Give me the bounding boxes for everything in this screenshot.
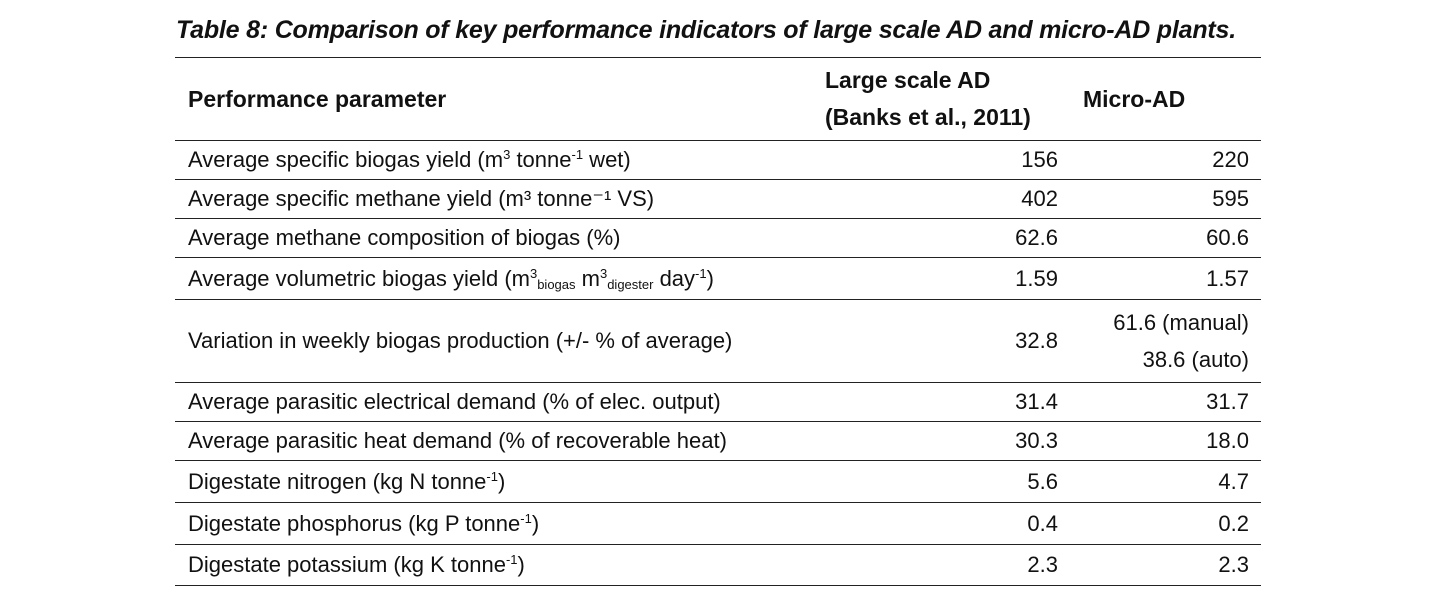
large-scale-value: 31.4 [1015, 389, 1058, 414]
micro-ad-value: 0.2 [1218, 510, 1249, 536]
parameter-cell: Average specific methane yield (m³ tonne⁻¹ VS) [188, 186, 655, 211]
micro-ad-value: 18.0 [1206, 428, 1249, 453]
table-row [175, 544, 1261, 586]
kpi-table [175, 57, 1261, 586]
table-row [175, 460, 1261, 502]
header-large-line1: Large scale AD [825, 67, 991, 93]
large-scale-value: 156 [1021, 147, 1058, 172]
micro-ad-auto: 38.6 (auto) [1142, 347, 1249, 372]
table-row [175, 421, 1261, 460]
header-parameter: Performance parameter [188, 85, 447, 112]
micro-ad-value: 4.7 [1218, 468, 1249, 494]
parameter-cell: Digestate potassium (kg K tonne$^{-1}$) [188, 552, 525, 577]
parameter-cell: Average parasitic electrical demand (% of elec. output) [188, 389, 721, 414]
parameter-cell: Average methane composition of biogas (%) [188, 225, 621, 250]
table-row [175, 218, 1261, 257]
parameter-cell: Digestate phosphorus (kg P tonne$^{-1}$) [188, 510, 540, 536]
parameter-cell: Average specific biogas yield ($m^3$ tonne$^{-1}$ wet) [188, 147, 631, 172]
table-row [175, 382, 1261, 421]
table-row [175, 502, 1261, 544]
large-scale-value: 402 [1021, 186, 1058, 211]
large-scale-value: 62.6 [1015, 225, 1058, 250]
micro-ad-value: 31.7 [1206, 389, 1249, 414]
header-large-line2: (Banks et al., 2011) [825, 104, 1031, 130]
parameter-cell: Digestate nitrogen (kg N tonne$^{-1}$) [188, 468, 506, 494]
header-micro-ad: Micro-AD [1083, 85, 1186, 112]
large-scale-value: 5.6 [1027, 468, 1058, 494]
parameter-cell: Variation in weekly biogas production (+/- % of average) [188, 328, 733, 353]
micro-ad-value: 1.57 [1206, 265, 1249, 291]
parameter-cell: Average parasitic heat demand (% of recoverable heat) [188, 428, 727, 453]
large-scale-value: 0.4 [1027, 510, 1058, 536]
header-large-scale-ad [811, 62, 1058, 136]
large-scale-value: 1.59 [1015, 265, 1058, 291]
micro-ad-value: 220 [1212, 147, 1249, 172]
micro-ad-value: 2.3 [1218, 552, 1249, 577]
table-row [175, 140, 1261, 179]
micro-ad-value [1058, 304, 1261, 378]
micro-ad-value: 595 [1212, 186, 1249, 211]
parameter-cell: Average volumetric biogas yield ($m^3_{biogas}$ $m^3_{digester}$ day$^{-1}$) [188, 265, 714, 292]
table-header-row [175, 57, 1261, 140]
table-row [175, 257, 1261, 299]
micro-ad-value: 60.6 [1206, 225, 1249, 250]
micro-ad-manual: 61.6 (manual) [1113, 310, 1249, 335]
table-row [175, 299, 1261, 382]
large-scale-value: 30.3 [1015, 428, 1058, 453]
table-caption: Table 8: Comparison of key performance indicators of large scale AD and micro-AD plants. [176, 16, 1236, 44]
table-row [175, 179, 1261, 218]
large-scale-value: 2.3 [1027, 552, 1058, 577]
large-scale-value: 32.8 [1015, 328, 1058, 353]
